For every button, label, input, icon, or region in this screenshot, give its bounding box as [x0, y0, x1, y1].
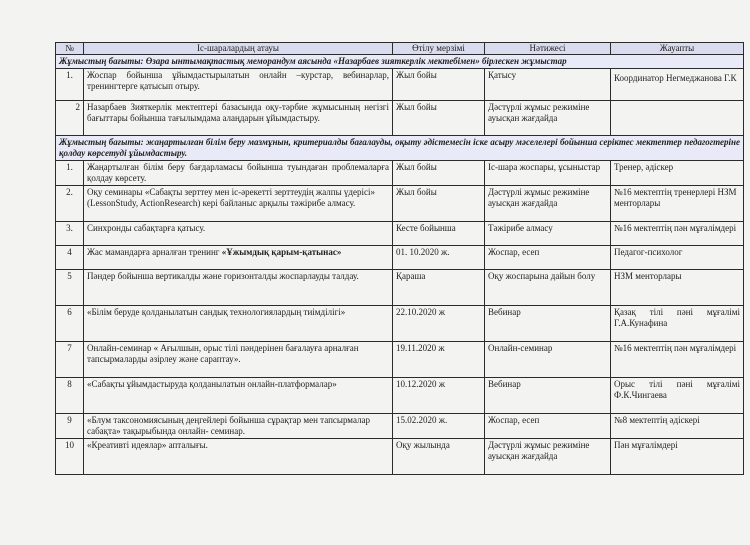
row-date: Оқу жылында — [393, 439, 485, 475]
row-date: Кесте бойынша — [393, 222, 485, 246]
row-date: Жыл бойы — [393, 161, 485, 186]
row-result: Дәстүрлі жұмыс режиміне ауысқан жағдайда — [485, 101, 611, 136]
row-no: 2 — [56, 101, 84, 136]
table-row — [56, 378, 744, 414]
row-responsible: НЗМ менторлары — [611, 270, 744, 306]
row-no: 1. — [56, 69, 84, 101]
header-responsible: Жауапты — [611, 43, 744, 55]
table-row — [56, 246, 744, 270]
row-responsible: Орыс тілі пәні мұғалімі Ф.К.Чингаева — [611, 378, 744, 414]
row-no: 2. — [56, 186, 84, 222]
row-responsible: №8 мектептің әдіскері — [611, 414, 744, 439]
table-row — [56, 342, 744, 378]
table-row — [56, 101, 744, 136]
row-result: Дәстүрлі жұмыс режиміне ауысқан жағдайда — [485, 439, 611, 475]
row-no: 9 — [56, 414, 84, 439]
row-responsible: №16 мектептің пән мұғалімдері — [611, 222, 744, 246]
row-result: Онлайн-семинар — [485, 342, 611, 378]
table-row — [56, 306, 744, 342]
row-responsible: №16 мектептің пән мұғалімдері — [611, 342, 744, 378]
table-row — [56, 270, 744, 306]
row-date: 01. 10.2020 ж. — [393, 246, 485, 270]
row-responsible: Педагог-психолог — [611, 246, 744, 270]
row-no: 6 — [56, 306, 84, 342]
row-no: 7 — [56, 342, 84, 378]
row-event: Оқу семинары «Сабақты зерттеу мен іс-әрекетті зерттеудің жалпы үдерісі» (LessonStudy, ActionResearch) кері байланыс арқылы тәжірибе алмасу. — [84, 186, 393, 222]
header-result: Нәтижесі — [485, 43, 611, 55]
row-result: Қатысу — [485, 69, 611, 101]
table-header-row — [56, 43, 744, 55]
row-event: «Блум таксономиясының деңгейлері бойынша сұрақтар мен тапсырмалар сабақта» тақырыбында онлайн- семинар. — [84, 414, 393, 439]
table-row — [56, 439, 744, 475]
row-result: Жоспар, есеп — [485, 246, 611, 270]
row-result: Тәжірибе алмасу — [485, 222, 611, 246]
row-responsible — [611, 101, 744, 136]
header-date: Өтілу мерзімі — [393, 43, 485, 55]
table-row — [56, 222, 744, 246]
row-date: 19.11.2020 ж — [393, 342, 485, 378]
section-row-2 — [56, 136, 744, 161]
table-row — [56, 186, 744, 222]
row-event: «Сабақты ұйымдастыруда қолданылатын онлайн-платформалар» — [84, 378, 393, 414]
row-no: 4 — [56, 246, 84, 270]
row-event: «Креативті идеялар» апталығы. — [84, 439, 393, 475]
row-responsible: Қазақ тілі пәні мұғалімі Г.А.Кунафина — [611, 306, 744, 342]
row-date: 22.10.2020 ж — [393, 306, 485, 342]
row-date: 10.12.2020 ж — [393, 378, 485, 414]
row-no: 1. — [56, 161, 84, 186]
row-event: Синхронды сабақтарға қатысу. — [84, 222, 393, 246]
row-no: 8 — [56, 378, 84, 414]
row-result: Вебинар — [485, 306, 611, 342]
row-result: Дәстүрлі жұмыс режиміне ауысқан жағдайда — [485, 186, 611, 222]
table-row — [56, 69, 744, 101]
row-result: Оқу жоспарына дайын болу — [485, 270, 611, 306]
plan-table — [55, 42, 744, 475]
table-row — [56, 414, 744, 439]
row-responsible: №16 мектептің тренерлері НЗМ менторлары — [611, 186, 744, 222]
header-event: Іс-шаралардың атауы — [84, 43, 393, 55]
row-event: Онлайн-семинар « Ағылшын, орыс тілі пәндерінен бағалауға арналған тапсырмаларды әзірлеу және сараптау». — [84, 342, 393, 378]
row-event: Назарбаев Зияткерлік мектептері базасында оқу-тәрбие жұмысының негізгі бағыттары бойынша тағылымдама алаңдарын ұйымдастыру. — [84, 101, 393, 136]
section-title-2: Жұмыстың бағыты: жаңартылған білім беру мазмұнын, критериалды бағалауды, оқыту әдістемесін іске асыру мәселелері бойынша серіктес мектептер педагогтеріне қолдау көрсетуді ұйымдастыру. — [56, 136, 744, 161]
row-responsible: Тренер, әдіскер — [611, 161, 744, 186]
row-no: 10 — [56, 439, 84, 475]
row-event: Жоспар бойынша ұйымдастырылатын онлайн –курстар, вебинарлар, тренингтерге қатысып отыру. — [84, 69, 393, 101]
table-row — [56, 161, 744, 186]
row-date: Жыл бойы — [393, 69, 485, 101]
row-event: Пәндер бойынша вертикалды және горизонталды жоспарлауды талдау. — [84, 270, 393, 306]
row-responsible: Пән мұғалімдері — [611, 439, 744, 475]
row-no: 5 — [56, 270, 84, 306]
row-result: Іс-шара жоспары, ұсыныстар — [485, 161, 611, 186]
section-row-1 — [56, 55, 744, 69]
section-title-1: Жұмыстың бағыты: Өзара ынтымақтастық меморандум аясында «Назарбаев зияткерлік мектебімен» бірлескен жұмыстар — [56, 55, 744, 69]
row-result: Вебинар — [485, 378, 611, 414]
row-no: 3. — [56, 222, 84, 246]
row-result: Жоспар, есеп — [485, 414, 611, 439]
row-date: Жыл бойы — [393, 101, 485, 136]
row-event: «Білім беруде қолданылатын сандық технологиялардың тиімділігі» — [84, 306, 393, 342]
row-responsible: Координатор Негмеджанова Г.К — [611, 69, 744, 101]
header-no: № — [56, 43, 84, 55]
row-date: Қараша — [393, 270, 485, 306]
row-event: Жаңартылған білім беру бағдарламасы бойынша туындаған проблемаларға қолдау көрсету. — [84, 161, 393, 186]
row-date: 15.02.2020 ж. — [393, 414, 485, 439]
row-date: Жыл бойы — [393, 186, 485, 222]
row-event: Жас мамандарға арналған тренинг «Ұжымдық қарым-қатынас» — [84, 246, 393, 270]
